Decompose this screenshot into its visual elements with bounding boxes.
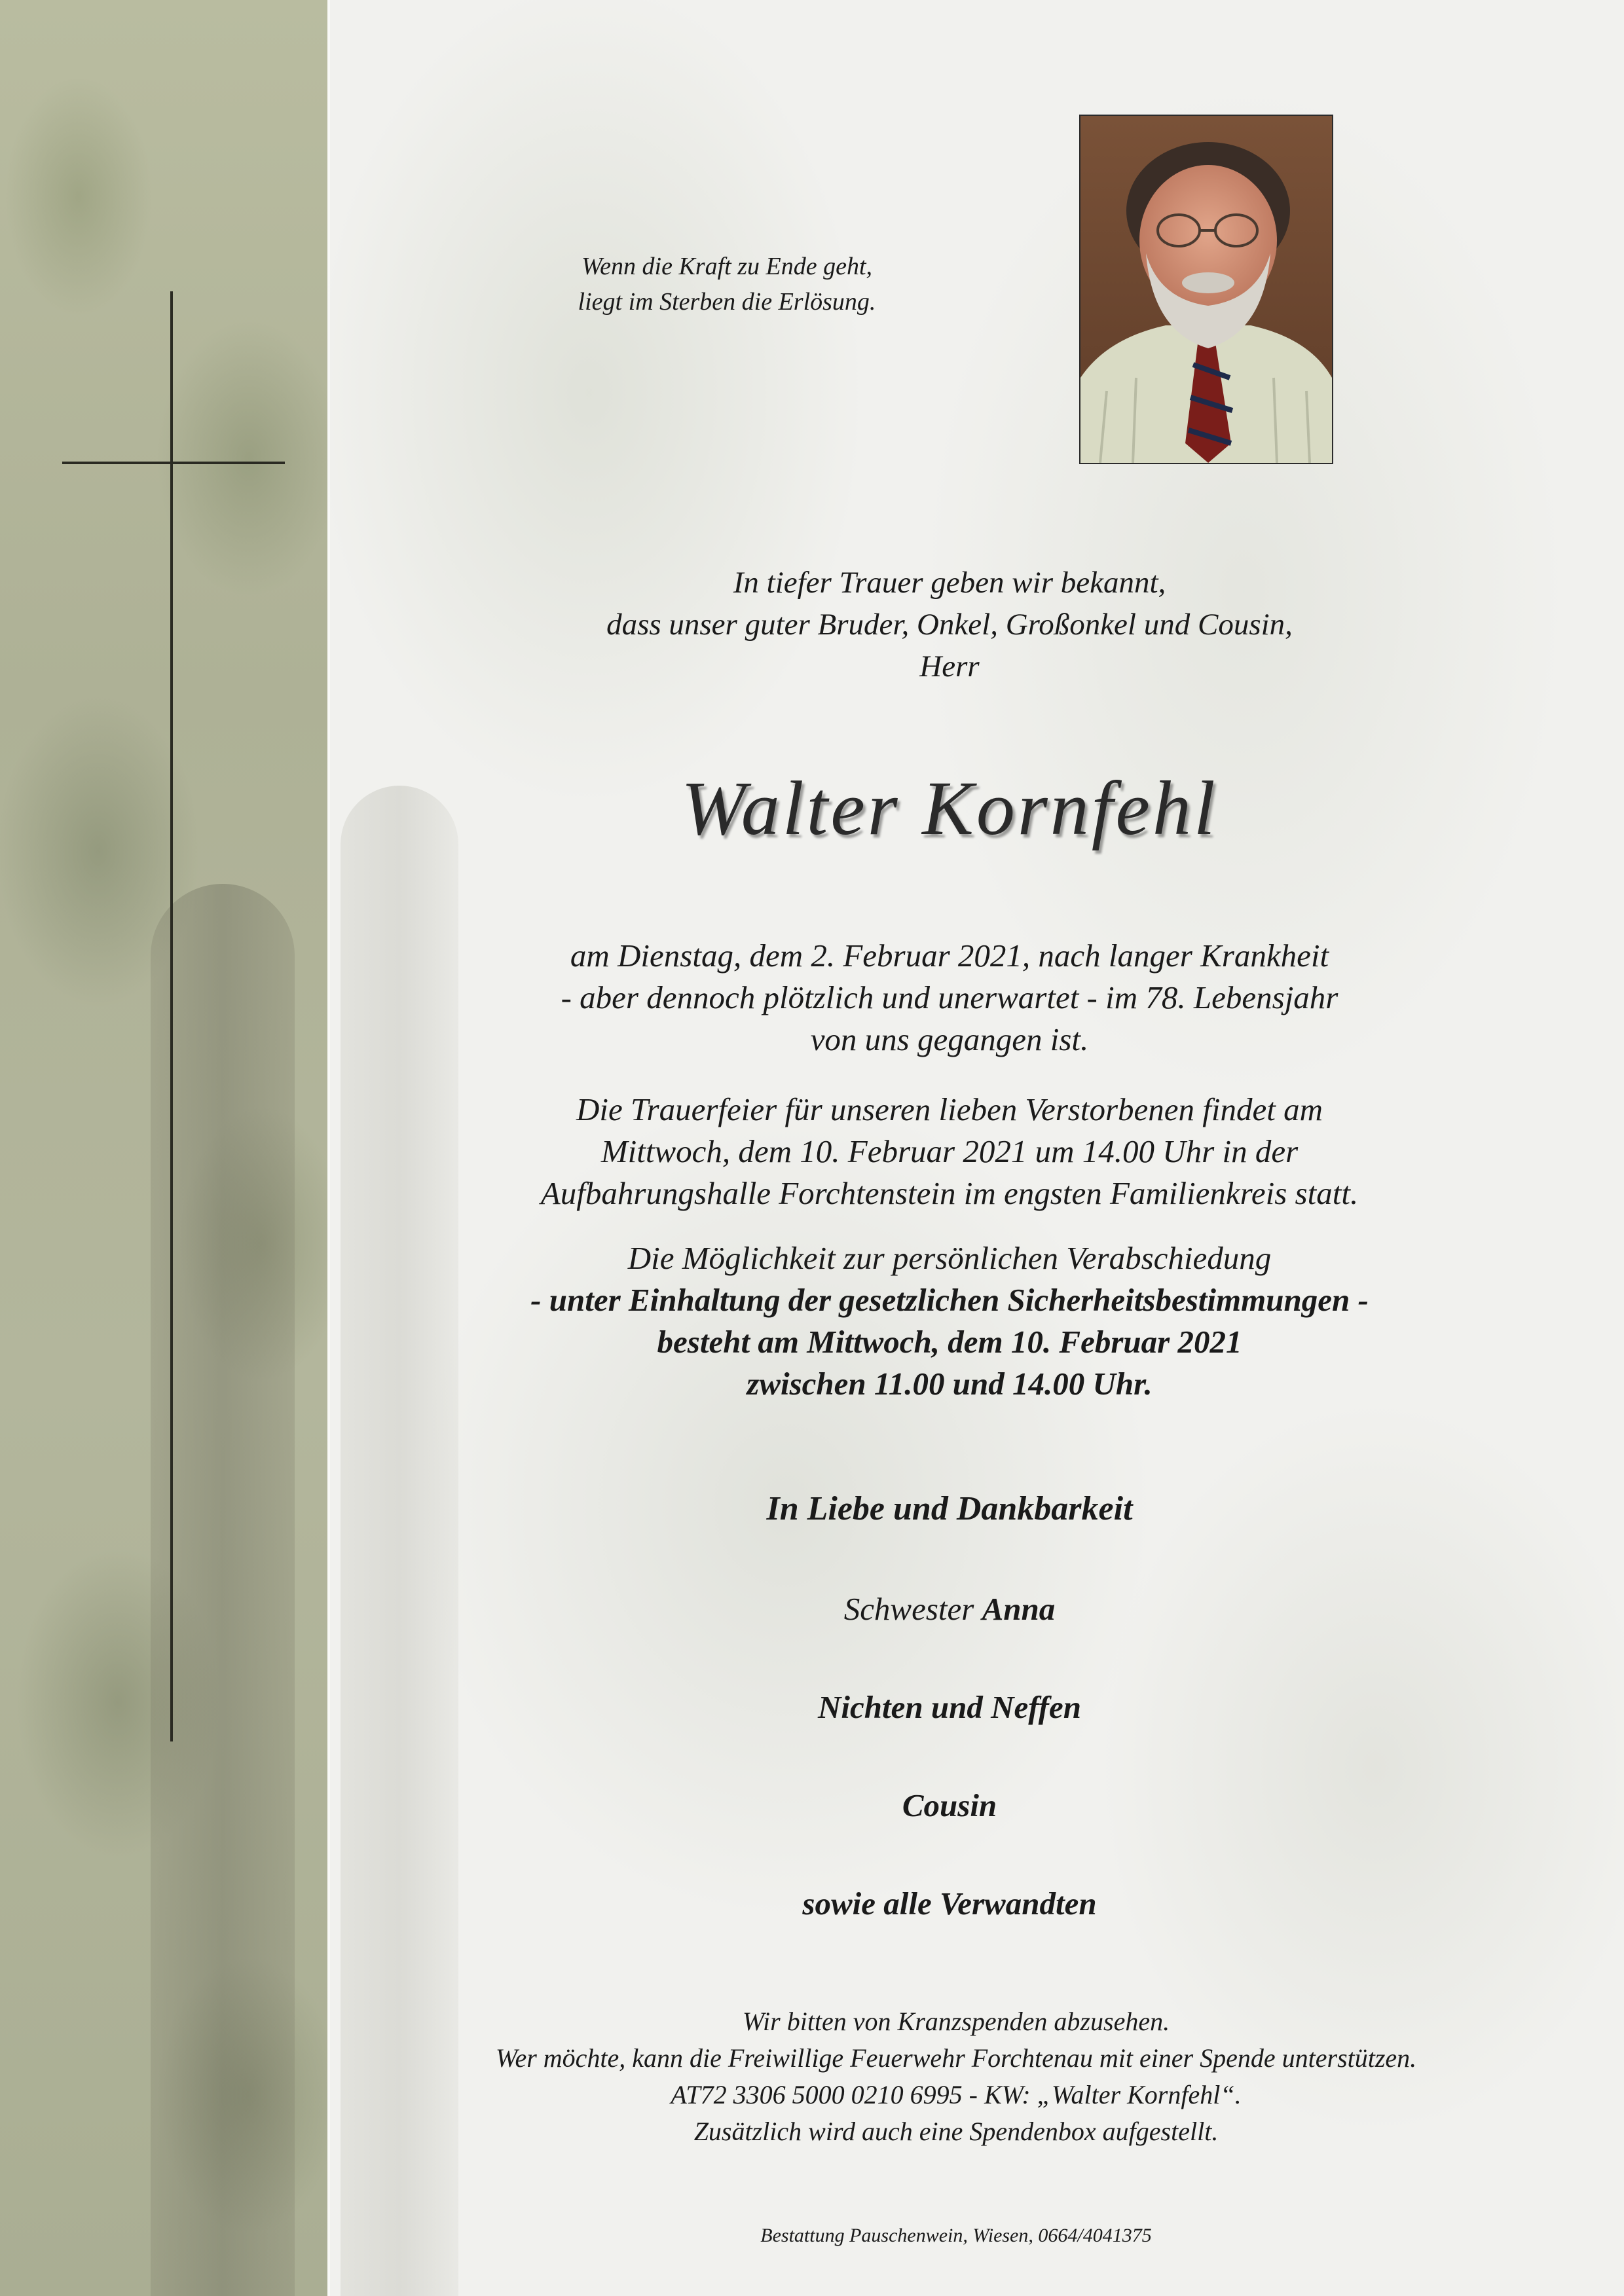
passing-line: am Dienstag, dem 2. Februar 2021, nach langer Krankheit	[570, 938, 1329, 974]
ceremony-line: Die Trauerfeier für unseren lieben Verstorbenen findet am	[576, 1091, 1323, 1127]
ceremony-line: Aufbahrungshalle Forchtenstein im engsten Familienkreis statt.	[540, 1175, 1359, 1211]
mourners-heading: In Liebe und Dankbarkeit	[766, 1490, 1133, 1527]
donation-line: Wir bitten von Kranzspenden abzusehen.	[742, 2007, 1170, 2036]
farewell-line: besteht am Mittwoch, dem 10. Februar 2021	[657, 1324, 1242, 1360]
mourner-nieces-nephews: Nichten und Neffen	[817, 1689, 1081, 1725]
donation-request	[367, 2003, 1545, 2150]
mourner-sister-name: Anna	[982, 1591, 1056, 1627]
farewell-line: zwischen 11.00 und 14.00 Uhr.	[747, 1366, 1153, 1402]
mourner-relatives: sowie alle Verwandten	[802, 1886, 1097, 1922]
ceremony-line: Mittwoch, dem 10. Februar 2021 um 14.00 Uhr in der	[600, 1133, 1299, 1169]
ceremony-notice	[432, 1089, 1467, 1214]
band-edge	[327, 0, 330, 2296]
farewell-notice	[432, 1237, 1467, 1405]
announcement-line: Herr	[919, 649, 980, 683]
farewell-line: Die Möglichkeit zur persönlichen Verabschiedung	[627, 1240, 1272, 1276]
passing-line: von uns gegangen ist.	[810, 1021, 1089, 1057]
donation-line: AT72 3306 5000 0210 6995 - KW: „Walter Kornfehl“.	[671, 2080, 1242, 2109]
mourner-sister	[458, 1588, 1441, 1631]
mourner-sister-prefix: Schwester	[843, 1591, 974, 1627]
cross-horizontal-bar	[62, 462, 285, 464]
motto-quote	[498, 249, 956, 319]
motto-line: liegt im Sterben die Erlösung.	[578, 288, 876, 316]
announcement-line: In tiefer Trauer geben wir bekannt,	[733, 566, 1166, 600]
deceased-name: Walter Kornfehl	[681, 765, 1218, 851]
donation-line: Zusätzlich wird auch eine Spendenbox aufgestellt.	[693, 2117, 1219, 2146]
announcement-line: dass unser guter Bruder, Onkel, Großonkel und Cousin,	[606, 608, 1293, 642]
mourner-cousin: Cousin	[902, 1787, 997, 1823]
passing-line: - aber dennoch plötzlich und unerwartet - im 78. Lebensjahr	[561, 979, 1338, 1015]
portrait-photo	[1079, 115, 1333, 464]
motto-line: Wenn die Kraft zu Ende geht,	[581, 253, 872, 280]
undertaker-contact: Bestattung Pauschenwein, Wiesen, 0664/4041375	[760, 2225, 1152, 2246]
cross-vertical-bar	[170, 291, 173, 1741]
farewell-line: - unter Einhaltung der gesetzlichen Sicherheitsbestimmungen -	[530, 1282, 1369, 1318]
passing-notice	[432, 935, 1467, 1061]
announcement-text	[458, 562, 1441, 687]
donation-line: Wer möchte, kann die Freiwillige Feuerwehr Forchtenau mit einer Spende unterstützen.	[495, 2043, 1417, 2073]
